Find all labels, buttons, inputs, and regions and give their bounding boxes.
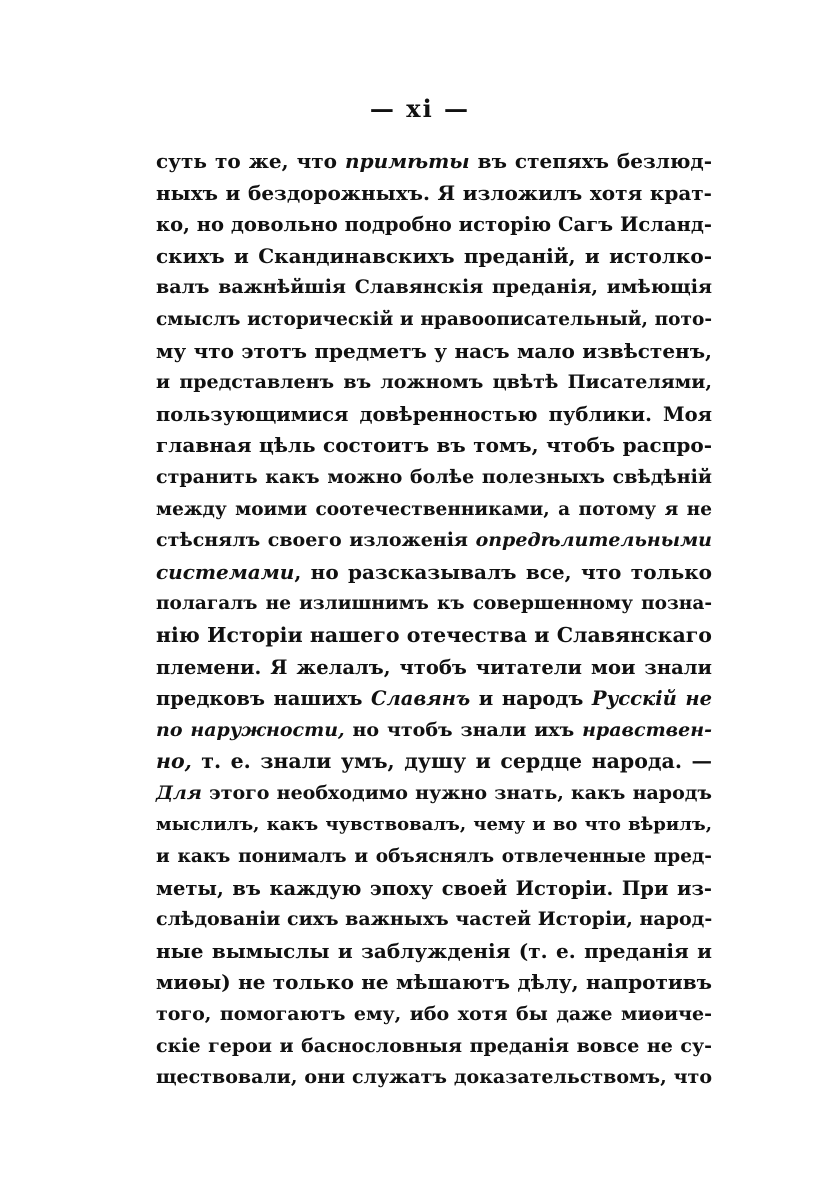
text-segment: ныхъ и бездорожныхъ. Я изложилъ хотя крат- (156, 180, 712, 205)
text-segment: мыслилъ, какъ чувствовалъ, чему и во что вѣрилъ, (156, 814, 712, 836)
text-line (156, 999, 712, 1031)
text-line (156, 967, 712, 999)
text-segment: нію Исторіи нашего отечества и Славянскаго (156, 622, 712, 647)
text-segment: предковъ нашихъ (156, 687, 372, 711)
text-segment: меты, въ каждую эпоху своей Исторіи. При из- (156, 876, 712, 900)
text-segment: ные вымыслы и заблужденія (т. е. преданія и (156, 938, 712, 963)
text-line (156, 1031, 712, 1063)
text-segment: слѣдованіи сихъ важныхъ частей Исторіи, народ- (156, 908, 713, 931)
text-segment: стѣснялъ своего изложенія (156, 529, 476, 552)
text-segment: миѳы) не только не мѣшаютъ дѣлу, напротивъ (156, 970, 712, 995)
text-line (156, 494, 712, 526)
text-segment: главная цѣль состоитъ въ томъ, чтобъ распро- (156, 433, 712, 458)
text-segment: скихъ и Скандинавскихъ преданій, и истолко- (156, 243, 712, 268)
text-segment: скіе герои и баснословныя преданія вовсе не су- (156, 1034, 712, 1057)
text-line (156, 336, 712, 368)
text-segment: того, помогаютъ ему, ибо хотя бы даже миѳиче- (156, 1003, 712, 1026)
text-segment: и какъ понималъ и объяснялъ отвлеченные пред- (156, 846, 712, 868)
text-line (156, 272, 712, 304)
text-segment: т. е. знали умъ, душу и сердце народа. — (191, 749, 712, 774)
italic-segment: по наружности, (156, 718, 345, 741)
text-segment: , но разсказывалъ все, что только (294, 559, 712, 584)
text-segment: между моими соотечественниками, а потому я не (156, 498, 712, 520)
text-line (156, 715, 712, 747)
text-line (156, 430, 712, 462)
text-line (156, 746, 712, 778)
text-line (156, 399, 712, 431)
italic-segment: но, (156, 749, 192, 774)
text-segment: ществовали, они служатъ доказательствомъ, что (156, 1066, 712, 1089)
text-line (156, 146, 712, 178)
text-line (156, 683, 712, 715)
text-line (156, 1062, 712, 1094)
text-line (156, 367, 712, 399)
body-text (156, 146, 712, 1094)
text-line (156, 241, 712, 273)
text-line (156, 462, 712, 494)
italic-segment: Славянъ (371, 687, 471, 711)
text-segment: му что этотъ предметъ у насъ мало извѣстенъ, (156, 338, 712, 363)
text-line (156, 873, 712, 905)
text-segment: ко, но довольно подробно исторію Сагъ Исланд- (156, 213, 712, 237)
text-line (156, 525, 712, 557)
text-segment: смыслъ историческій и нравоописательный, пото- (156, 308, 712, 330)
text-segment: и представленъ въ ложномъ цвѣтѣ Писателями, (156, 371, 712, 394)
text-line (156, 778, 712, 810)
text-segment: но чтобъ знали ихъ (344, 718, 583, 741)
italic-segment: нравствен- (582, 718, 712, 741)
text-segment: суть то же, что (156, 149, 346, 173)
text-segment: странить какъ можно болѣе полезныхъ свѣдѣній (156, 465, 712, 488)
italic-segment: опредѣлительными (475, 529, 712, 552)
text-line (156, 209, 712, 241)
text-line (156, 557, 712, 589)
text-segment: полагалъ не излишнимъ къ совершенному позна- (156, 593, 712, 615)
italic-segment: примѣты (345, 149, 470, 173)
text-line (156, 904, 712, 936)
text-line (156, 588, 712, 620)
italic-segment: системами (156, 559, 295, 584)
text-segment: валъ важнѣйшія Славянскія преданія, имѣющія (156, 276, 712, 299)
text-segment: въ степяхъ безлюд- (469, 149, 712, 173)
text-segment: и народъ (470, 687, 592, 711)
text-line (156, 652, 712, 684)
text-line (156, 620, 712, 652)
text-line (156, 304, 712, 336)
text-line (156, 841, 712, 873)
text-line (156, 178, 712, 210)
text-line (156, 936, 712, 968)
text-segment: этого необходимо нужно знать, какъ народъ (201, 781, 712, 804)
italic-segment: Русскій не (591, 687, 712, 711)
text-segment: племени. Я желалъ, чтобъ читатели мои знали (156, 655, 712, 679)
text-line (156, 809, 712, 841)
text-segment: пользующимися довѣренностью публики. Моя (156, 402, 712, 426)
page-number: — xi — (369, 94, 471, 123)
italic-segment: Для (156, 781, 202, 804)
